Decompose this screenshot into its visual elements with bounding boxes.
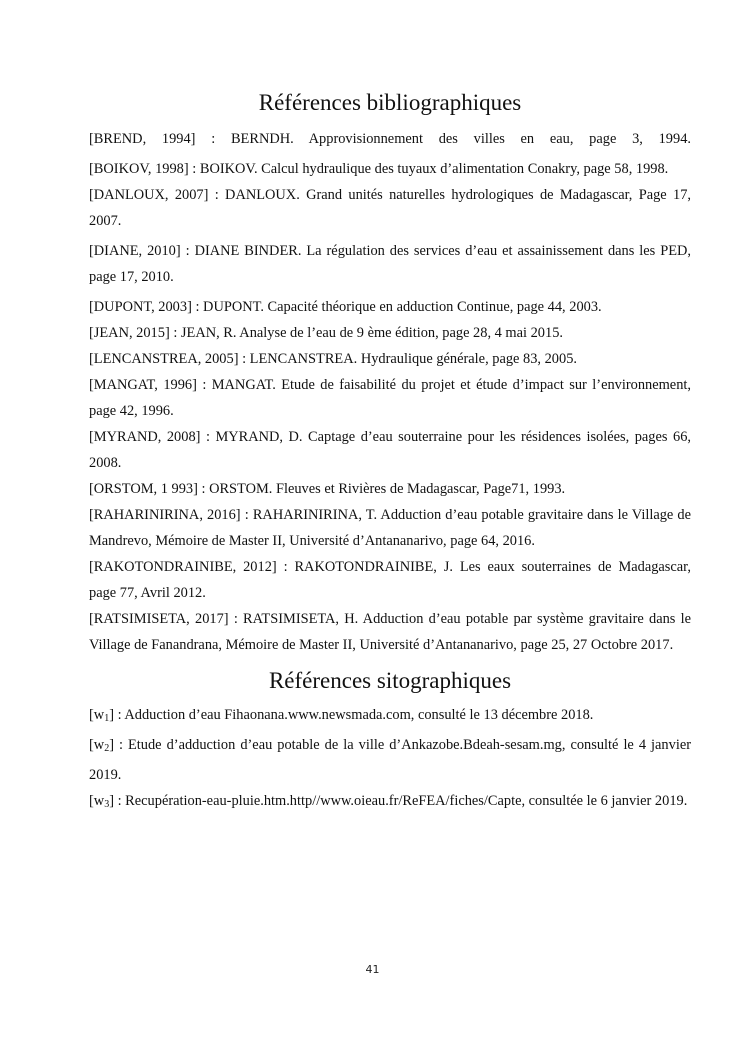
- bibliography-entry: [ORSTOM, 1 993] : ORSTOM. Fleuves et Rivières de Madagascar, Page71, 1993.: [89, 481, 566, 497]
- bibliography-entry: [RAHARINIRINA, 2016] : RAHARINIRINA, T. Adduction d’eau potable gravitaire dans le Village de Mandrevo, Mémoire de Master II, Université d’Antananarivo, page 64, 2016.: [89, 507, 691, 549]
- bibliography-entry: [BREND, 1994] : BERNDH. Approvisionnement des villes en eau, page 3, 1994.: [89, 131, 691, 147]
- bibliography-heading: Références bibliographiques: [258, 90, 522, 115]
- bibliography-entry: [RAKOTONDRAINIBE, 2012] : RAKOTONDRAINIBE, J. Les eaux souterraines de Madagascar, page 77, Avril 2012.: [89, 559, 691, 601]
- web-ref-text: : Recupération-eau-pluie.htm.http//www.oieau.fr/ReFEA/fiches/Capte, consultée le 6 janvier 2019.: [113, 793, 688, 809]
- bibliography-entry: [BOIKOV, 1998] : BOIKOV. Calcul hydraulique des tuyaux d’alimentation Conakry, page 58, 1998.: [89, 161, 669, 177]
- web-ref-tag: $[w_2]$: [89, 737, 114, 754]
- bibliography-entry: [DANLOUX, 2007] : DANLOUX. Grand unités naturelles hydrologiques de Madagascar, Page 17, 2007.: [89, 187, 691, 229]
- bibliography-entry: [JEAN, 2015] : JEAN, R. Analyse de l’eau de 9 ème édition, page 28, 4 mai 2015.: [89, 325, 563, 341]
- web-ref-text: : Etude d’adduction d’eau potable de la ville d’Ankazobe.Bdeah-sesam.mg, consulté le 4 janvier 2019.: [89, 737, 691, 783]
- bibliography-entry: [DIANE, 2010] : DIANE BINDER. La régulation des services d’eau et assainissement dans les PED, page 17, 2010.: [89, 243, 691, 285]
- bibliography-entry: [LENCANSTREA, 2005] : LENCANSTREA. Hydraulique générale, page 83, 2005.: [89, 351, 577, 367]
- webography-entry: [89, 788, 691, 818]
- webography-entry: [89, 702, 691, 732]
- web-ref-text: : Adduction d’eau Fihaonana.www.newsmada.com, consulté le 13 décembre 2018.: [113, 707, 594, 723]
- document-page: [89, 86, 691, 818]
- bibliography-entry: [MYRAND, 2008] : MYRAND, D. Captage d’eau souterraine pour les résidences isolées, pages 66, 2008.: [89, 429, 691, 471]
- web-ref-tag: $[w_1]$: [89, 707, 114, 724]
- bibliography-entry: [DUPONT, 2003] : DUPONT. Capacité théorique en adduction Continue, page 44, 2003.: [89, 299, 602, 315]
- page-number: 41: [365, 963, 380, 976]
- webography-heading: Références sitographiques: [268, 668, 512, 693]
- bibliography-entry: [MANGAT, 1996] : MANGAT. Etude de faisabilité du projet et étude d’impact sur l’environnement, page 42, 1996.: [89, 377, 691, 419]
- webography-entry: [89, 732, 691, 788]
- web-ref-tag: $[w_3]$: [89, 793, 114, 810]
- bibliography-entry: [RATSIMISETA, 2017] : RATSIMISETA, H. Adduction d’eau potable par système gravitaire dans le Village de Fanandrana, Mémoire de Master II, Université d’Antananarivo, page 25, 27 Octobre 2017.: [89, 611, 691, 653]
